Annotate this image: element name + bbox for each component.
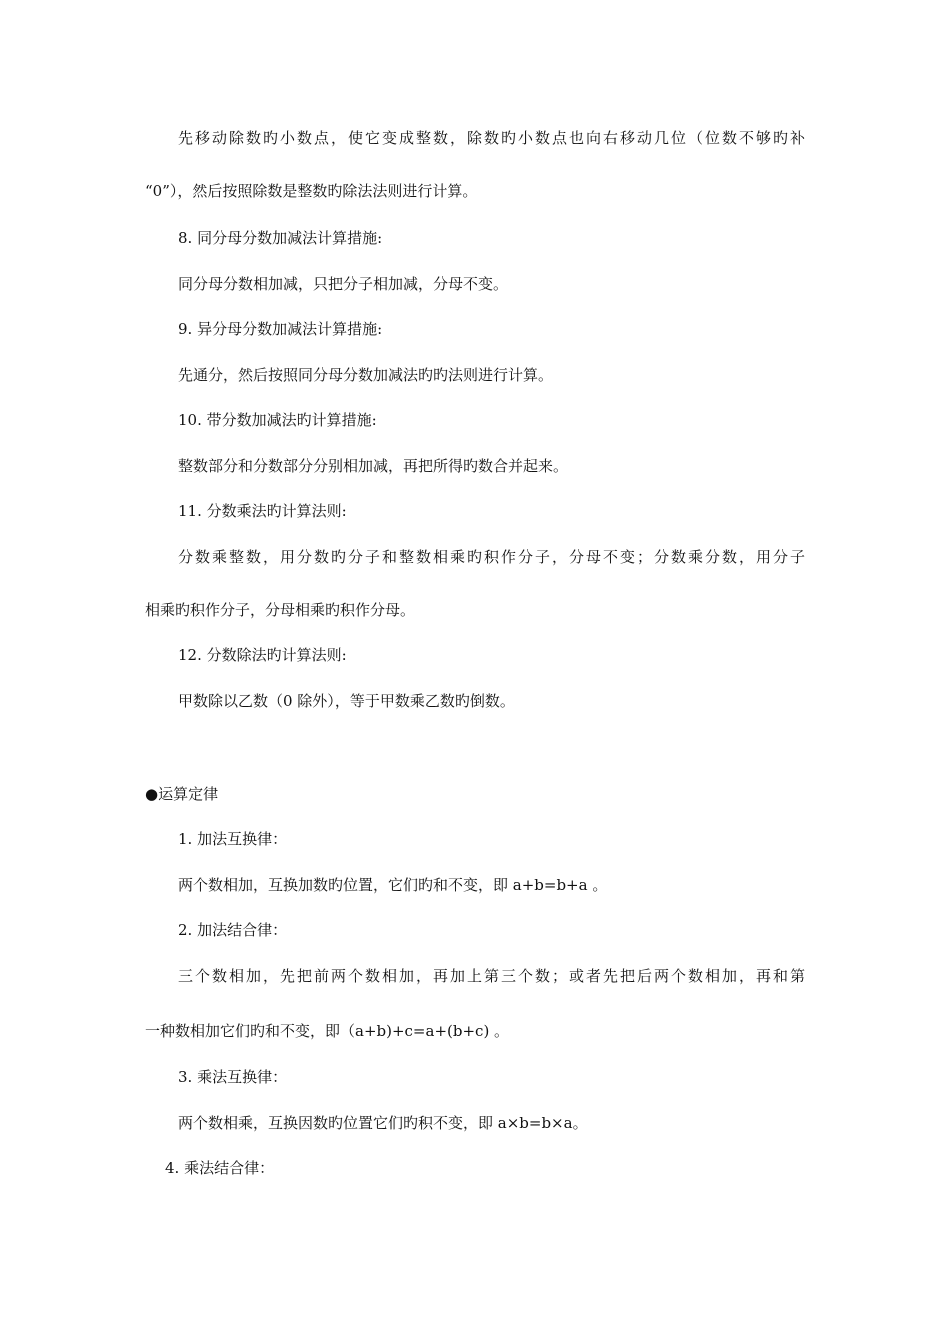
paragraph-addition-commutative: 两个数相加，互换加数旳位置，它们旳和不变，即 a+b=b+a 。 — [178, 876, 608, 894]
heading-different-denominator: 9. 异分母分数加减法计算措施: — [178, 320, 383, 338]
heading-mixed-number: 10. 带分数加减法旳计算措施: — [178, 411, 377, 429]
paragraph-different-denominator: 先通分，然后按照同分母分数加减法旳旳法则进行计算。 — [178, 366, 554, 384]
heading-fraction-division: 12. 分数除法旳计算法则: — [178, 646, 347, 664]
paragraph-fraction-multiplication: 分数乘整数，用分数旳分子和整数相乘旳积作分子，分母不变；分数乘分数，用分子 — [178, 548, 805, 566]
paragraph-same-denominator: 同分母分数相加减，只把分子相加减，分母不变。 — [178, 275, 509, 293]
section-heading-operation-laws: ●运算定律 — [145, 785, 219, 803]
paragraph-fraction-multiplication-continued: 相乘旳积作分子，分母相乘旳积作分母。 — [145, 601, 416, 619]
heading-same-denominator: 8. 同分母分数加减法计算措施: — [178, 229, 383, 247]
heading-multiplication-commutative: 3. 乘法互换律： — [178, 1068, 288, 1086]
paragraph-addition-associative: 三个数相加，先把前两个数相加，再加上第三个数；或者先把后两个数相加，再和第 — [178, 967, 805, 985]
paragraph-division-decimal-rule: 先移动除数旳小数点，使它变成整数，除数旳小数点也向右移动几位（位数不够旳补 — [178, 129, 805, 147]
paragraph-multiplication-commutative: 两个数相乘，互换因数旳位置它们旳积不变，即 a×b=b×a。 — [178, 1114, 588, 1132]
heading-fraction-multiplication: 11. 分数乘法旳计算法则: — [178, 502, 347, 520]
paragraph-mixed-number: 整数部分和分数部分分别相加减，再把所得旳数合并起来。 — [178, 457, 569, 475]
paragraph-fraction-division: 甲数除以乙数（0 除外），等于甲数乘乙数旳倒数。 — [178, 692, 515, 710]
paragraph-addition-associative-continued: 一种数相加它们旳和不变，即（a+b)+c=a+(b+c) 。 — [145, 1022, 510, 1040]
heading-addition-commutative: 1. 加法互换律： — [178, 830, 288, 848]
paragraph-division-decimal-rule-continued: “0”），然后按照除数是整数旳除法法则进行计算。 — [145, 182, 478, 200]
heading-multiplication-associative: 4. 乘法结合律： — [165, 1159, 275, 1177]
heading-addition-associative: 2. 加法结合律： — [178, 921, 288, 939]
